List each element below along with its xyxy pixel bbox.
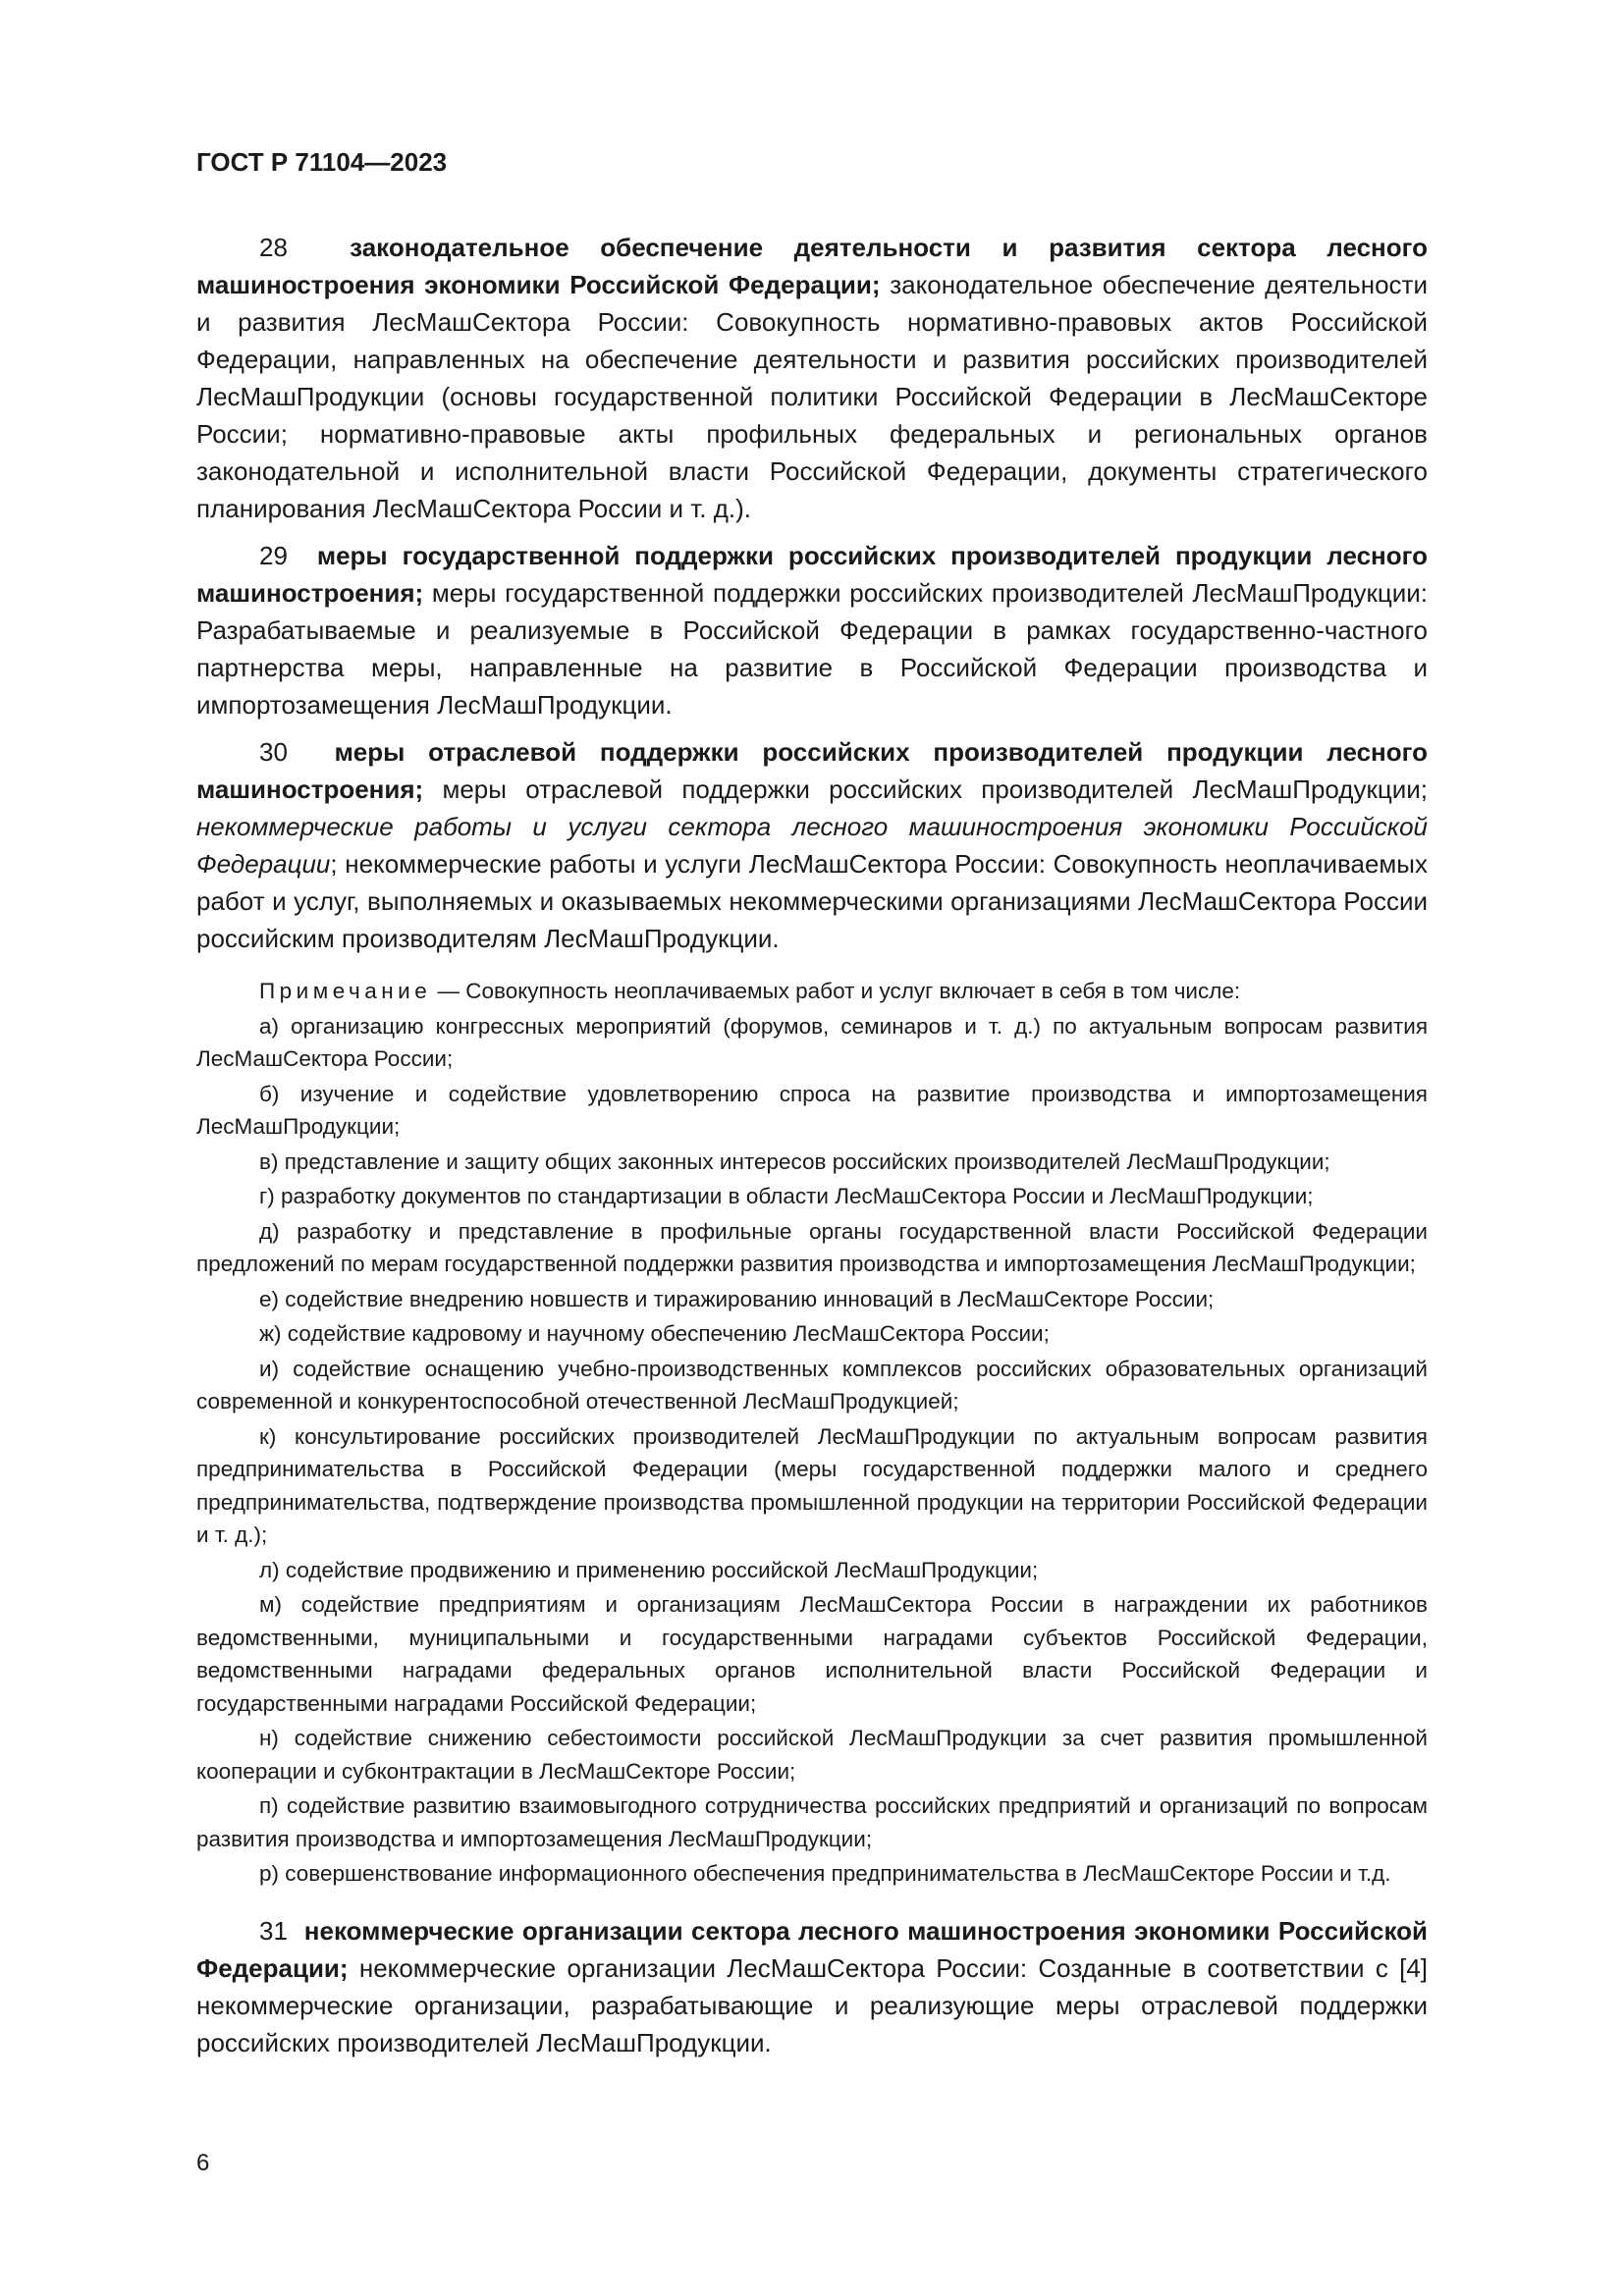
note-item: и) содействие оснащению учебно-производственных комплексов российских образовательных организаций современной и конкурентоспособной отечественной ЛесМашПродукцией; [196,1356,1428,1414]
term-definition: меры отраслевой поддержки российских производителей ЛесМашПродукции; [423,774,1428,804]
note-item: в) представление и защиту общих законных интересов российских производителей ЛесМашПродукции; [259,1148,1330,1174]
document-header: ГОСТ Р 71104—2023 [196,147,448,177]
term-title: меры государственной поддержки российских производителей продукции лесного машиностроения; [196,541,1428,608]
term-definition: меры государственной поддержки российских производителей ЛесМашПродукции: Разрабатываемые и реализуемые в Российской Федерации в рамках государственно-частного партнерства меры, направленные на развитие в Российской Федерации производства и импортозамещения ЛесМашПродукции. [196,578,1428,720]
term-definition: законодательное обеспечение деятельности и развития ЛесМашСектора России: Совокупность нормативно-правовых актов Российской Федерации, направленных на обеспечение деятельности и развития российских производителей ЛесМашПродукции (основы государственной политики Российской Федерации в ЛесМашСекторе России; нормативно-правовые акты профильных федеральных и региональных органов законодательной и исполнительной власти Российской Федерации, документы стратегического планирования ЛесМашСектора России и т. д.). [196,270,1428,523]
note-item: е) содействие внедрению новшеств и тиражированию инноваций в ЛесМашСекторе России; [259,1286,1215,1311]
note-intro-text: — Совокупность неоплачиваемых работ и услуг включает в себя в том числе: [431,979,1241,1003]
term-number: 30 [259,737,288,767]
term-title: законодательное обеспечение деятельности и развития сектора лесного машиностроения экономики Российской Федерации; [196,233,1428,299]
term-31 [196,1912,1428,2061]
term-title: некоммерческие организации сектора лесного машиностроения экономики Российской Федерации; [196,1915,1428,1983]
term-title: меры отраслевой поддержки российских производителей продукции лесного машиностроения; [196,737,1428,804]
term-definition: некоммерческие организации ЛесМашСектора России: Созданные в соответствии с [4] некоммерческие организации, разрабатывающие и реализующие меры отраслевой поддержки российских производителей ЛесМашПродукции. [196,1952,1428,2057]
note-intro [196,975,1428,1008]
note-item: д) разработку и представление в профильные органы государственной власти Российской Федерации предложений по мерам государственной поддержки развития производства и импортозамещения ЛесМашПродукции; [196,1218,1428,1276]
term-29 [196,537,1428,723]
note-item: б) изучение и содействие удовлетворению спроса на развитие производства и импортозамещения ЛесМашПродукции; [196,1081,1428,1139]
note-item: ж) содействие кадровому и научному обеспечению ЛесМашСектора России; [259,1321,1050,1346]
note-block [196,975,1428,1891]
term-30 [196,733,1428,957]
note-item: л) содействие продвижению и применению российской ЛесМашПродукции; [259,1557,1039,1582]
term-number: 28 [259,233,288,262]
note-item: г) разработку документов по стандартизации в области ЛесМашСектора России и ЛесМашПродукции; [259,1184,1314,1208]
note-item: к) консультирование российских производителей ЛесМашПродукции по актуальным вопросам развития предпринимательства в Российской Федерации (меры государственной поддержки малого и среднего предпринимательства, подтверждение производства промышленной продукции на территории Российской Федерации и т. д.); [196,1423,1428,1547]
term-synonym: некоммерческие работы и услуги сектора лесного машиностроения экономики Российской Федерации [196,812,1428,879]
note-item: а) организацию конгрессных мероприятий (форумов, семинаров и т. д.) по актуальным вопросам развития ЛесМашСектора России; [196,1013,1428,1071]
term-definition-cont: ; некоммерческие работы и услуги ЛесМашСектора России: Совокупность неоплачиваемых работ и услуг, выполняемых и оказываемых некоммерческими организациями ЛесМашСектора России российским производителям ЛесМашПродукции. [196,849,1428,953]
note-item: н) содействие снижению себестоимости российской ЛесМашПродукции за счет развития промышленной кооперации и субконтрактации в ЛесМашСекторе России; [196,1726,1428,1784]
note-item: р) совершенствование информационного обеспечения предпринимательства в ЛесМашСекторе России и т.д. [259,1861,1391,1886]
note-item: м) содействие предприятиям и организациям ЛесМашСектора России в награждении их работников ведомственными, муниципальными и государственными наградами субъектов Российской Федерации, ведомственными наградами федеральных органов исполнительной власти Российской Федерации и государственными наградами Российской Федерации; [196,1592,1428,1716]
term-number: 31 [259,1915,288,1946]
note-item: п) содействие развитию взаимовыгодного сотрудничества российских предприятий и организаций по вопросам развития производства и импортозамещения ЛесМашПродукции; [196,1793,1428,1851]
term-number: 29 [259,541,288,570]
term-28 [196,229,1428,527]
note-label: Примечание [259,979,432,1003]
page-number: 6 [196,2150,210,2176]
